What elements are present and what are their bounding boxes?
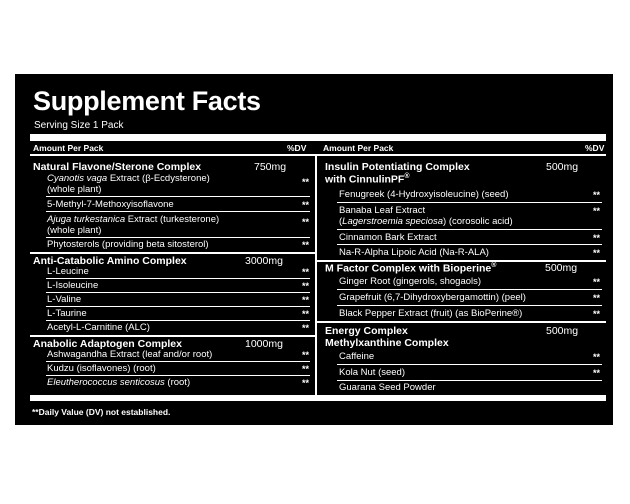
eleutherococcus: Eleutherococcus senticosus (root) — [47, 377, 191, 388]
dv-asterisk: ** — [593, 233, 601, 243]
cinnamon-bark: Cinnamon Bark Extract — [339, 232, 437, 243]
anabolic-complex-name: Anabolic Adaptogen Complex — [33, 338, 182, 350]
thick-rule-bottom — [30, 395, 606, 401]
thick-rule-top — [30, 134, 606, 141]
caffeine: Caffeine — [339, 351, 375, 362]
footnote: **Daily Value (DV) not established. — [32, 407, 171, 417]
mfactor-complex-amount: 500mg — [545, 262, 578, 274]
row-rule — [46, 196, 310, 197]
energy-complex-name: Energy Complex — [325, 325, 408, 337]
dv-asterisk: ** — [593, 206, 601, 216]
dv-asterisk: ** — [302, 323, 310, 333]
dv-asterisk: ** — [302, 200, 310, 210]
dv-header-right: %DV — [585, 143, 605, 153]
kola-nut: Kola Nut (seed) — [339, 367, 406, 378]
row-rule — [337, 289, 602, 290]
row-rule — [46, 211, 310, 212]
dv-asterisk: ** — [593, 277, 601, 287]
leucine: L-Leucine — [47, 266, 89, 277]
banaba-detail: (Lagerstroemia speciosa) (corosolic acid) — [339, 216, 513, 227]
phytosterols: Phytosterols (providing beta sitosterol) — [47, 239, 209, 250]
valine: L-Valine — [47, 294, 82, 305]
cyanotis-part: (whole plant) — [47, 184, 102, 195]
panel-title: Supplement Facts — [33, 86, 261, 116]
insulin-complex-amount: 500mg — [546, 161, 579, 173]
energy-complex-amount: 500mg — [546, 325, 579, 337]
thin-rule — [30, 154, 606, 156]
kudzu: Kudzu (isoflavones) (root) — [47, 363, 156, 374]
group-rule — [30, 252, 315, 254]
dv-asterisk: ** — [302, 364, 310, 374]
dv-asterisk: ** — [593, 368, 601, 378]
row-rule — [337, 305, 602, 306]
group-rule — [30, 335, 315, 337]
ashwagandha: Ashwagandha Extract (leaf and/or root) — [47, 349, 213, 360]
ajuga-extract: Ajuga turkestanica Extract (turkesterone) — [47, 214, 220, 225]
serving-size: Serving Size 1 Pack — [34, 120, 124, 131]
dv-asterisk: ** — [302, 177, 310, 187]
dv-asterisk: ** — [302, 350, 310, 360]
row-rule — [337, 380, 602, 381]
anticatabolic-complex-amount: 3000mg — [245, 255, 283, 267]
grapefruit: Grapefruit (6,7-Dihydroxybergamottin) (peel) — [339, 292, 526, 303]
guarana-seed: Guarana Seed Powder — [339, 382, 436, 393]
methyl-isoflavone: 5-Methyl-7-Methoxyisoflavone — [47, 199, 174, 210]
row-rule — [46, 237, 310, 238]
ginger-root: Ginger Root (gingerols, shogaols) — [339, 276, 482, 287]
dv-asterisk: ** — [302, 309, 310, 319]
cyanotis-extract: Cyanotis vaga Extract (β-Ecdysterone) — [47, 173, 210, 184]
row-rule — [46, 361, 310, 362]
group-rule — [317, 321, 606, 323]
column-divider — [315, 156, 317, 395]
dv-asterisk: ** — [302, 378, 310, 388]
row-rule — [46, 306, 310, 307]
row-rule — [337, 364, 602, 365]
natural-complex-amount: 750mg — [254, 161, 287, 173]
amount-header-right: Amount Per Pack — [323, 143, 394, 153]
dv-asterisk: ** — [593, 293, 601, 303]
acetyl-carnitine: Acetyl-L-Carnitine (ALC) — [47, 322, 150, 333]
anticatabolic-complex-name: Anti-Catabolic Amino Complex — [33, 255, 187, 267]
insulin-complex-with: with CinnulinPF® — [325, 173, 410, 186]
methylxanthine-complex-name: Methylxanthine Complex — [325, 337, 449, 349]
mfactor-complex-name: M Factor Complex with Bioperine® — [325, 262, 497, 275]
dv-asterisk: ** — [593, 309, 601, 319]
dv-header-left: %DV — [287, 143, 307, 153]
natural-complex-name: Natural Flavone/Sterone Complex — [33, 161, 202, 173]
fenugreek: Fenugreek (4-Hydroxyisoleucine) (seed) — [339, 189, 509, 200]
anabolic-complex-amount: 1000mg — [245, 338, 283, 350]
dv-asterisk: ** — [593, 352, 601, 362]
banaba-leaf-extract: Banaba Leaf Extract — [339, 205, 426, 216]
row-rule — [46, 278, 310, 279]
supplement-facts-panel — [15, 74, 613, 425]
dv-asterisk: ** — [593, 248, 601, 258]
row-rule — [46, 375, 310, 376]
dv-asterisk: ** — [302, 240, 310, 250]
dv-asterisk: ** — [302, 267, 310, 277]
isoleucine: L-Isoleucine — [47, 280, 99, 291]
dv-asterisk: ** — [302, 217, 310, 227]
ajuga-part: (whole plant) — [47, 225, 102, 236]
taurine: L-Taurine — [47, 308, 87, 319]
insulin-complex-name: Insulin Potentiating Complex — [325, 161, 470, 173]
dv-asterisk: ** — [302, 295, 310, 305]
black-pepper: Black Pepper Extract (fruit) (as BioPerine®) — [339, 308, 523, 319]
lipoic-acid: Na-R-Alpha Lipoic Acid (Na-R-ALA) — [339, 247, 489, 258]
dv-asterisk: ** — [593, 190, 601, 200]
row-rule — [337, 202, 602, 203]
row-rule — [337, 244, 602, 245]
amount-header-left: Amount Per Pack — [33, 143, 104, 153]
dv-asterisk: ** — [302, 281, 310, 291]
row-rule — [46, 292, 310, 293]
row-rule — [337, 229, 602, 230]
row-rule — [46, 320, 310, 321]
